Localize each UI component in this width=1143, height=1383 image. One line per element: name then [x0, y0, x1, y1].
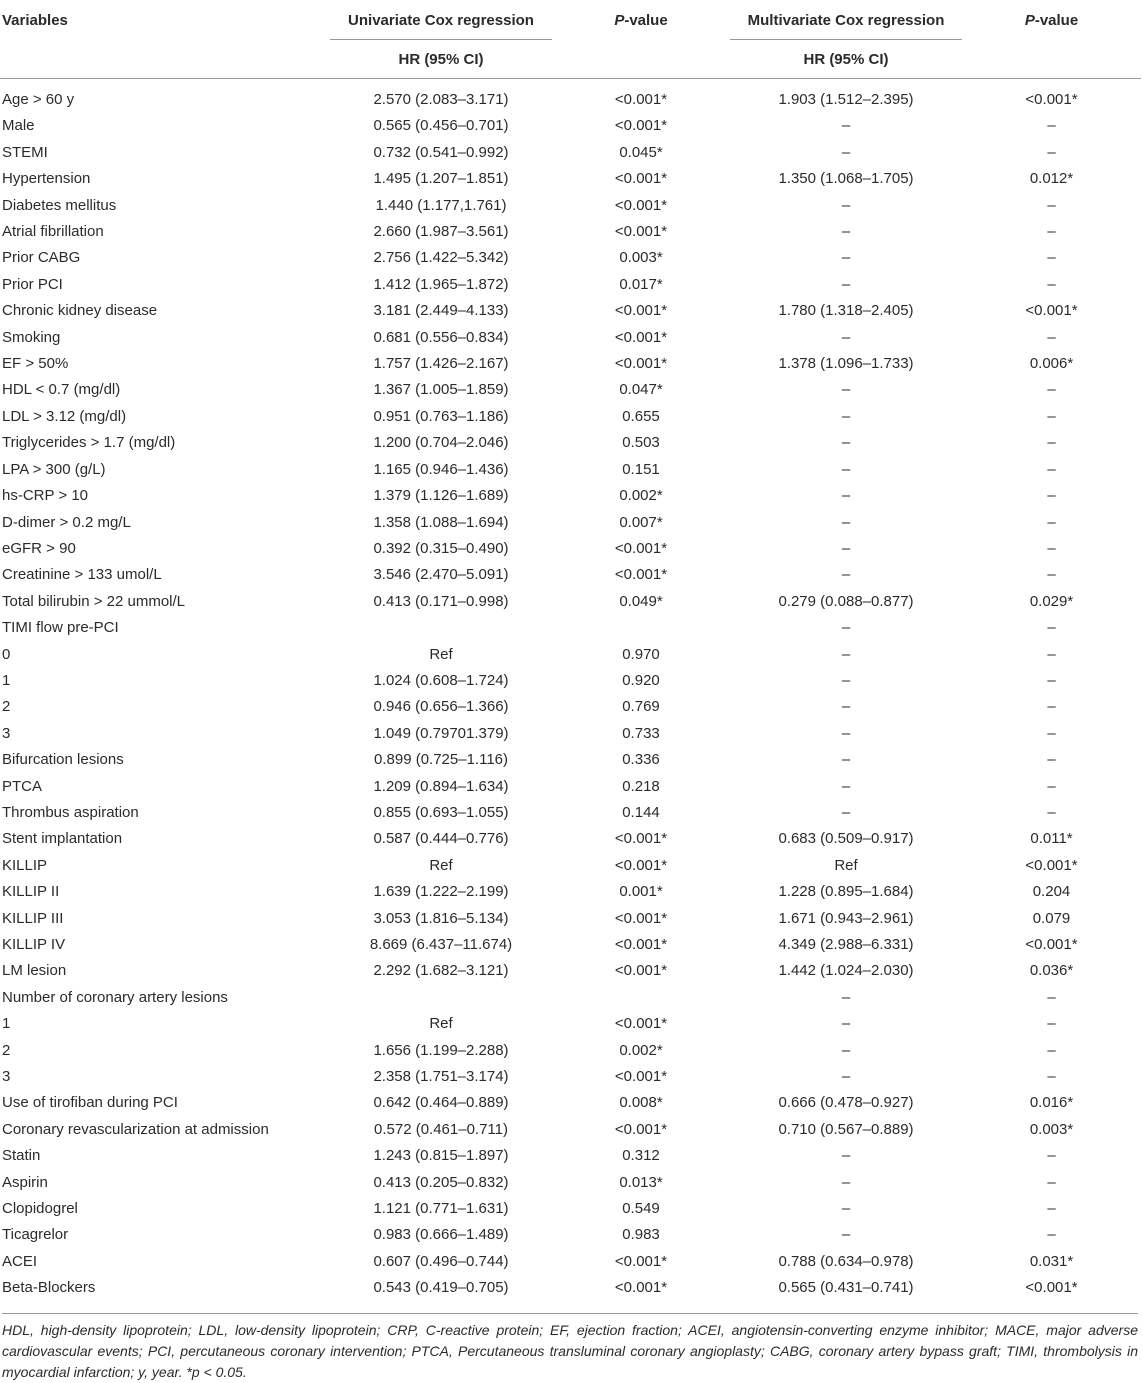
table-row: [0, 1011, 1141, 1037]
multivariate-p-value-cell: –: [1047, 1068, 1056, 1086]
univariate-hr-cell: 1.209 (0.894–1.634): [373, 777, 509, 795]
multivariate-p-value-cell: –: [1047, 671, 1056, 689]
variable-cell: 1: [2, 1015, 11, 1033]
table-row: [0, 1249, 1141, 1275]
table-row: [0, 536, 1141, 562]
table-row: [0, 140, 1141, 166]
multivariate-hr-cell: –: [841, 803, 851, 821]
table-body: [0, 79, 1141, 1302]
multivariate-p-value-cell: –: [1047, 803, 1056, 821]
univariate-p-value-cell: 0.144: [622, 803, 660, 821]
univariate-p-value-cell: <0.001*: [614, 566, 668, 584]
variable-cell: KILLIP: [2, 856, 48, 874]
table-row: [0, 1064, 1141, 1090]
multivariate-hr-cell: 1.228 (0.895–1.684): [778, 883, 914, 901]
univariate-p-value-cell: <0.001*: [614, 196, 668, 214]
variable-cell: Smoking: [2, 328, 61, 346]
univariate-p-value-cell: <0.001*: [614, 91, 668, 108]
multivariate-hr-cell: –: [841, 1226, 851, 1244]
variable-cell: Prior CABG: [2, 249, 81, 267]
table-row: [0, 932, 1141, 958]
variable-cell: Aspirin: [2, 1173, 48, 1191]
table-row: [0, 853, 1141, 879]
univariate-hr-cell: 1.379 (1.126–1.689): [373, 487, 509, 505]
univariate-hr-cell: 1.165 (0.946–1.436): [373, 460, 509, 478]
univariate-p-value-cell: [552, 985, 730, 1011]
table-row: [0, 747, 1141, 773]
variable-cell: Diabetes mellitus: [2, 196, 117, 214]
multivariate-p-value-cell: <0.001*: [1025, 1279, 1078, 1297]
univariate-hr-cell: 1.440 (1.177,1.761): [375, 196, 507, 214]
univariate-p-value-cell: <0.001*: [614, 962, 668, 980]
multivariate-hr-cell: –: [841, 671, 851, 689]
p-italic-label: P: [1024, 11, 1035, 29]
table-row: [0, 562, 1141, 588]
univariate-p-value-cell: 0.920: [622, 671, 660, 689]
variable-cell: Chronic kidney disease: [2, 302, 158, 320]
univariate-p-value-cell: 0.769: [622, 698, 660, 716]
multivariate-hr-cell: 0.565 (0.431–0.741): [778, 1279, 914, 1297]
univariate-p-value-cell: [552, 615, 730, 641]
univariate-p-value-cell: 0.045*: [619, 143, 663, 161]
multivariate-hr-cell: –: [841, 1068, 851, 1086]
multivariate-hr-cell: –: [841, 751, 851, 769]
univariate-p-value-cell: <0.001*: [614, 909, 668, 927]
multivariate-hr-cell: 4.349 (2.988–6.331): [778, 936, 914, 953]
multivariate-hr-cell: 0.788 (0.634–0.978): [778, 1252, 914, 1270]
multivariate-hr-cell: 1.350 (1.068–1.705): [778, 170, 914, 188]
univariate-hr-cell: 1.639 (1.222–2.199): [373, 883, 509, 901]
multivariate-p-value-cell: –: [1047, 566, 1056, 584]
multivariate-p-value-cell: –: [1047, 249, 1056, 267]
multivariate-p-value-cell: <0.001*: [1025, 856, 1078, 874]
variable-cell: PTCA: [2, 777, 43, 795]
univariate-p-value-header: [552, 0, 730, 40]
multivariate-hr-cell: 1.378 (1.096–1.733): [778, 355, 914, 373]
variable-cell: 3: [2, 724, 11, 742]
univariate-hr-cell: 2.358 (1.751–3.174): [373, 1068, 509, 1086]
univariate-p-value-cell: 0.017*: [619, 275, 663, 293]
table-row: [0, 1090, 1141, 1116]
table-row: [0, 351, 1141, 377]
header-blank: [962, 40, 1141, 79]
table-row: [0, 879, 1141, 905]
multivariate-hr-cell: –: [841, 196, 851, 214]
univariate-hr-cell: 1.243 (0.815–1.897): [373, 1147, 509, 1165]
multivariate-p-value-cell: –: [1047, 645, 1056, 663]
multivariate-p-value-cell: –: [1047, 513, 1056, 531]
multivariate-hr-cell: 0.710 (0.567–0.889): [778, 1120, 914, 1138]
multivariate-hr-cell: –: [841, 407, 851, 425]
multivariate-p-value-header: [962, 0, 1141, 40]
univariate-hr-cell: 0.681 (0.556–0.834): [373, 328, 509, 346]
variable-cell: Triglycerides > 1.7 (mg/dl): [2, 434, 176, 452]
univariate-hr-cell: 0.946 (0.656–1.366): [373, 698, 509, 716]
multivariate-hr-cell: 1.903 (1.512–2.395): [778, 91, 914, 108]
multivariate-p-value-cell: 0.003*: [1029, 1120, 1074, 1138]
univariate-hr-cell: 0.392 (0.315–0.490): [373, 539, 509, 557]
table-row: [0, 113, 1141, 139]
multivariate-p-value-cell: 0.036*: [1029, 962, 1074, 980]
univariate-hr-cell: 1.358 (1.088–1.694): [373, 513, 509, 531]
variable-cell: Number of coronary artery lesions: [2, 988, 228, 1006]
multivariate-hr-cell: –: [841, 460, 851, 478]
univariate-hr-cell: 2.570 (2.083–3.171): [373, 91, 509, 108]
multivariate-hr-cell: –: [841, 566, 851, 584]
univariate-p-value-cell: 0.312: [622, 1147, 660, 1165]
univariate-hr-cell: 0.543 (0.419–0.705): [373, 1279, 509, 1297]
header-blank: [552, 40, 730, 79]
multivariate-p-value-cell: <0.001*: [1025, 302, 1078, 320]
multivariate-p-value-cell: <0.001*: [1025, 936, 1078, 953]
table-row: [0, 668, 1141, 694]
univariate-hr-cell: 1.049 (0.79701.379): [373, 724, 509, 742]
univariate-hr-cell: 2.756 (1.422–5.342): [373, 249, 509, 267]
table-row: [0, 1222, 1141, 1248]
univariate-hr-cell: 1.121 (0.771–1.631): [373, 1200, 509, 1218]
table-row: [0, 1143, 1141, 1169]
variables-header: Variables: [2, 11, 68, 29]
multivariate-p-value-cell: 0.031*: [1029, 1252, 1074, 1270]
multivariate-p-value-cell: –: [1047, 328, 1056, 346]
univariate-hr-cell: 1.200 (0.704–2.046): [373, 434, 509, 452]
univariate-p-value-cell: 0.336: [622, 751, 660, 769]
univariate-p-value-cell: 0.655: [622, 407, 660, 425]
multivariate-hr-cell: 0.279 (0.088–0.877): [778, 592, 914, 610]
multivariate-p-value-cell: –: [1047, 460, 1056, 478]
univariate-hr-cell: 0.983 (0.666–1.489): [373, 1226, 509, 1244]
univariate-hr-cell: 1.495 (1.207–1.851): [373, 170, 509, 188]
univariate-hr-cell: 1.367 (1.005–1.859): [373, 381, 509, 399]
univariate-hr-cell: Ref: [429, 1015, 453, 1033]
table-row: [0, 377, 1141, 403]
p-italic-label: P: [614, 11, 625, 29]
multivariate-header: Multivariate Cox regression: [730, 0, 962, 40]
univariate-p-value-cell: 0.001*: [619, 883, 663, 901]
variable-cell: LM lesion: [2, 962, 67, 980]
multivariate-hr-cell: Ref: [834, 856, 858, 874]
table-row: [0, 642, 1141, 668]
multivariate-p-value-cell: –: [1047, 777, 1056, 795]
header-row-2: [0, 40, 1141, 79]
variable-cell: 3: [2, 1068, 11, 1086]
variable-cell: Age > 60 y: [2, 91, 75, 108]
univariate-p-value-cell: <0.001*: [614, 117, 668, 135]
variable-cell: Use of tirofiban during PCI: [2, 1094, 178, 1112]
table-row: [0, 325, 1141, 351]
univariate-hr-cell: 1.412 (1.965–1.872): [373, 275, 509, 293]
multivariate-p-value-cell: –: [1047, 539, 1056, 557]
univariate-p-value-cell: 0.970: [622, 645, 660, 663]
multivariate-p-value-cell: 0.029*: [1029, 592, 1074, 610]
variable-cell: LDL > 3.12 (mg/dl): [2, 407, 127, 425]
univariate-hr-cell: 0.855 (0.693–1.055): [373, 803, 509, 821]
table-row: [0, 483, 1141, 509]
multivariate-hr-cell: 0.666 (0.478–0.927): [778, 1094, 914, 1112]
univariate-p-value-cell: 0.047*: [619, 381, 663, 399]
univariate-hr-cell: 2.660 (1.987–3.561): [373, 223, 509, 241]
multivariate-p-value-cell: <0.001*: [1025, 91, 1078, 108]
table-row: [0, 166, 1141, 192]
multivariate-hr-cell: –: [841, 223, 851, 241]
univariate-p-value-cell: 0.008*: [619, 1094, 663, 1112]
variable-cell: Atrial fibrillation: [2, 223, 104, 241]
variable-cell: Beta-Blockers: [2, 1279, 96, 1297]
multivariate-hr-cell: –: [841, 513, 851, 531]
multivariate-hr-cell: –: [841, 1173, 851, 1191]
univariate-p-value-cell: <0.001*: [614, 1252, 668, 1270]
multivariate-p-value-cell: –: [1047, 223, 1056, 241]
multivariate-hr-cell: –: [841, 487, 851, 505]
table-row: [0, 589, 1141, 615]
univariate-hr-cell: 0.607 (0.496–0.744): [373, 1252, 509, 1270]
variable-cell: Ticagrelor: [2, 1226, 69, 1244]
table-footnote: HDL, high-density lipoprotein; LDL, low-density lipoprotein; CRP, C-reactive protein; EF, ejection fraction; ACEI, angiotensin-converting enzyme inhibitor; MACE, major adverse cardiovascular events; PCI, percutaneous coronary intervention; PTCA, Percutaneous transluminal coronary angioplasty; CABG, coronary artery bypass graft; TIMI, thrombolysis in myocardial infarction; y, year. *p < 0.05.: [2, 1313, 1138, 1383]
univariate-hr-cell: 0.572 (0.461–0.711): [374, 1120, 508, 1138]
multivariate-p-value-cell: 0.016*: [1029, 1094, 1074, 1112]
table-row: [0, 457, 1141, 483]
multivariate-p-value-cell: 0.079: [1032, 909, 1071, 927]
univariate-hr-cell: 0.642 (0.464–0.889): [373, 1094, 509, 1112]
univariate-p-value-cell: <0.001*: [614, 1120, 668, 1138]
table-row: [0, 79, 1141, 114]
table-row: [0, 219, 1141, 245]
variable-cell: Total bilirubin > 22 ummol/L: [2, 592, 186, 610]
univariate-hr-cell: 0.413 (0.171–0.998): [373, 592, 509, 610]
variable-cell: 1: [2, 671, 11, 689]
variable-cell: EF > 50%: [2, 355, 69, 373]
variable-cell: Bifurcation lesions: [2, 751, 124, 769]
multivariate-hr-cell: –: [841, 619, 851, 637]
multivariate-hr-cell: –: [841, 1015, 851, 1033]
table-row: [0, 245, 1141, 271]
multivariate-hr-cell: –: [841, 275, 851, 293]
univariate-p-value-cell: 0.733: [622, 724, 660, 742]
variable-cell: Male: [2, 117, 35, 135]
table-row: [0, 193, 1141, 219]
multivariate-p-value-cell: –: [1047, 434, 1056, 452]
multivariate-hr-cell: –: [841, 117, 851, 135]
variable-cell: 0: [2, 645, 11, 663]
multivariate-hr-cell: –: [841, 249, 851, 267]
univariate-p-value-cell: 0.013*: [619, 1173, 663, 1191]
multivariate-p-value-cell: –: [1047, 619, 1056, 637]
univariate-p-value-cell: <0.001*: [614, 539, 668, 557]
univariate-p-value-cell: 0.049*: [619, 592, 663, 610]
multivariate-hr-cell: –: [841, 1200, 851, 1218]
multivariate-p-value-cell: –: [1047, 724, 1056, 742]
univariate-p-value-cell: <0.001*: [614, 856, 668, 874]
multivariate-hr-cell: –: [841, 1147, 851, 1165]
multivariate-p-value-cell: 0.011*: [1030, 830, 1073, 848]
multivariate-hr-cell: –: [841, 434, 851, 452]
univariate-hr-cell: 2.292 (1.682–3.121): [373, 962, 509, 980]
multivariate-p-value-cell: –: [1047, 487, 1056, 505]
table-row: [0, 800, 1141, 826]
multivariate-p-value-cell: –: [1047, 1015, 1056, 1033]
univariate-hr-cell: 0.899 (0.725–1.116): [374, 751, 508, 769]
variable-cell: Clopidogrel: [2, 1200, 78, 1218]
univariate-p-value-cell: <0.001*: [614, 302, 668, 320]
multivariate-p-value-cell: –: [1047, 381, 1056, 399]
multivariate-p-value-cell: –: [1047, 1147, 1056, 1165]
univariate-p-value-cell: 0.002*: [619, 1041, 663, 1059]
univariate-hr-cell: [330, 985, 552, 1011]
multivariate-hr-cell: –: [841, 645, 851, 663]
variable-cell: Coronary revascularization at admission: [2, 1120, 269, 1138]
multivariate-hr-cell: 1.780 (1.318–2.405): [778, 302, 914, 320]
variable-cell: LPA > 300 (g/L): [2, 460, 106, 478]
table-row: [0, 272, 1141, 298]
univariate-hr-cell: Ref: [429, 645, 453, 663]
univariate-p-value-cell: <0.001*: [614, 355, 668, 373]
table-row: [0, 510, 1141, 536]
variable-cell: 2: [2, 1041, 11, 1059]
univariate-hr-header: HR (95% CI): [398, 50, 484, 68]
variable-cell: STEMI: [2, 143, 48, 161]
table-row: [0, 906, 1141, 932]
multivariate-hr-cell: –: [841, 328, 851, 346]
univariate-p-value-cell: 0.549: [622, 1200, 660, 1218]
univariate-p-value-cell: <0.001*: [614, 1279, 668, 1297]
multivariate-p-value-cell: –: [1047, 1173, 1056, 1191]
variable-cell: Thrombus aspiration: [2, 803, 139, 821]
multivariate-p-value-cell: –: [1047, 117, 1056, 135]
table-row: [0, 1196, 1141, 1222]
univariate-p-value-cell: 0.983: [622, 1226, 660, 1244]
univariate-p-value-cell: <0.001*: [614, 1015, 668, 1033]
variable-cell: Hypertension: [2, 170, 91, 188]
univariate-hr-cell: 1.024 (0.608–1.724): [373, 671, 509, 689]
univariate-p-value-cell: 0.002*: [619, 487, 663, 505]
table-row: [0, 826, 1141, 852]
multivariate-hr-cell: –: [841, 724, 851, 742]
variable-cell: Statin: [2, 1147, 41, 1165]
multivariate-p-value-cell: –: [1047, 751, 1056, 769]
multivariate-hr-cell: 1.671 (0.943–2.961): [778, 909, 914, 927]
multivariate-p-value-cell: 0.012*: [1029, 170, 1074, 188]
univariate-hr-cell: 0.951 (0.763–1.186): [373, 407, 509, 425]
variable-cell: Creatinine > 133 umol/L: [2, 566, 162, 584]
univariate-p-value-cell: <0.001*: [614, 328, 668, 346]
multivariate-hr-cell: –: [841, 777, 851, 795]
variable-cell: KILLIP IV: [2, 936, 66, 953]
multivariate-p-value-cell: –: [1047, 275, 1056, 293]
table-row: [0, 721, 1141, 747]
variable-cell: 2: [2, 698, 11, 716]
multivariate-p-value-cell: –: [1047, 196, 1056, 214]
univariate-hr-cell: 8.669 (6.437–11.674): [369, 936, 513, 953]
multivariate-p-value-cell: 0.204: [1032, 883, 1071, 901]
variable-cell: KILLIP II: [2, 883, 60, 901]
univariate-header: Univariate Cox regression: [330, 0, 552, 40]
multivariate-p-value-cell: –: [1047, 1226, 1056, 1244]
table-row: [0, 774, 1141, 800]
table-row: [0, 985, 1141, 1011]
variable-cell: HDL < 0.7 (mg/dl): [2, 381, 121, 399]
variable-cell: TIMI flow pre-PCI: [2, 619, 119, 637]
univariate-hr-cell: [330, 615, 552, 641]
table-row: [0, 1117, 1141, 1143]
multivariate-p-value-cell: –: [1047, 698, 1056, 716]
table-row: [0, 958, 1141, 984]
multivariate-p-value-cell: –: [1047, 988, 1056, 1006]
univariate-p-value-cell: 0.503: [622, 434, 660, 452]
variable-cell: Prior PCI: [2, 275, 63, 293]
variable-cell: D-dimer > 0.2 mg/L: [2, 513, 131, 531]
multivariate-p-value-cell: –: [1047, 1041, 1056, 1059]
univariate-hr-cell: 1.757 (1.426–2.167): [373, 355, 509, 373]
univariate-hr-cell: 3.546 (2.470–5.091): [373, 566, 509, 584]
p-value-suffix: -value: [624, 11, 668, 29]
univariate-p-value-cell: <0.001*: [614, 1068, 668, 1086]
multivariate-hr-cell: –: [841, 1041, 851, 1059]
variable-cell: KILLIP III: [2, 909, 64, 927]
univariate-hr-cell: 0.587 (0.444–0.776): [373, 830, 509, 848]
variable-cell: eGFR > 90: [2, 539, 76, 557]
header-blank: [0, 40, 330, 79]
univariate-p-value-cell: <0.001*: [614, 936, 668, 953]
multivariate-p-value-cell: –: [1047, 143, 1056, 161]
variable-cell: Stent implantation: [2, 830, 123, 848]
univariate-p-value-cell: <0.001*: [614, 223, 668, 241]
table-row: [0, 1038, 1141, 1064]
multivariate-hr-cell: –: [841, 143, 851, 161]
multivariate-hr-cell: 0.683 (0.509–0.917): [778, 830, 914, 848]
variable-cell: hs-CRP > 10: [2, 487, 89, 505]
univariate-p-value-cell: <0.001*: [614, 830, 668, 848]
table-row: [0, 694, 1141, 720]
univariate-hr-cell: 0.565 (0.456–0.701): [373, 117, 509, 135]
multivariate-hr-cell: –: [841, 988, 851, 1006]
multivariate-hr-cell: 1.442 (1.024–2.030): [778, 962, 914, 980]
table-row: [0, 615, 1141, 641]
header-row-1: [0, 0, 1141, 40]
table-row: [0, 1170, 1141, 1196]
univariate-p-value-cell: 0.007*: [619, 513, 663, 531]
table-row: [0, 404, 1141, 430]
univariate-p-value-cell: 0.218: [622, 777, 660, 795]
univariate-hr-cell: Ref: [429, 856, 453, 874]
univariate-p-value-cell: <0.001*: [614, 170, 668, 188]
multivariate-hr-header: HR (95% CI): [803, 50, 889, 68]
multivariate-p-value-cell: –: [1047, 1200, 1056, 1218]
multivariate-p-value-cell: –: [1047, 407, 1056, 425]
variable-cell: ACEI: [2, 1252, 38, 1270]
univariate-p-value-cell: 0.151: [622, 460, 660, 478]
multivariate-p-value-cell: 0.006*: [1029, 355, 1074, 373]
table-row: [0, 298, 1141, 324]
multivariate-hr-cell: –: [841, 698, 851, 716]
multivariate-hr-cell: –: [841, 539, 851, 557]
univariate-hr-cell: 3.181 (2.449–4.133): [373, 302, 509, 320]
p-value-suffix: -value: [1034, 11, 1079, 29]
table-row: [0, 1275, 1141, 1301]
univariate-hr-cell: 1.656 (1.199–2.288): [373, 1041, 509, 1059]
multivariate-hr-cell: –: [841, 381, 851, 399]
table-row: [0, 430, 1141, 456]
univariate-hr-cell: 0.732 (0.541–0.992): [373, 143, 509, 161]
univariate-p-value-cell: 0.003*: [619, 249, 663, 267]
univariate-hr-cell: 3.053 (1.816–5.134): [373, 909, 509, 927]
univariate-hr-cell: 0.413 (0.205–0.832): [373, 1173, 509, 1191]
